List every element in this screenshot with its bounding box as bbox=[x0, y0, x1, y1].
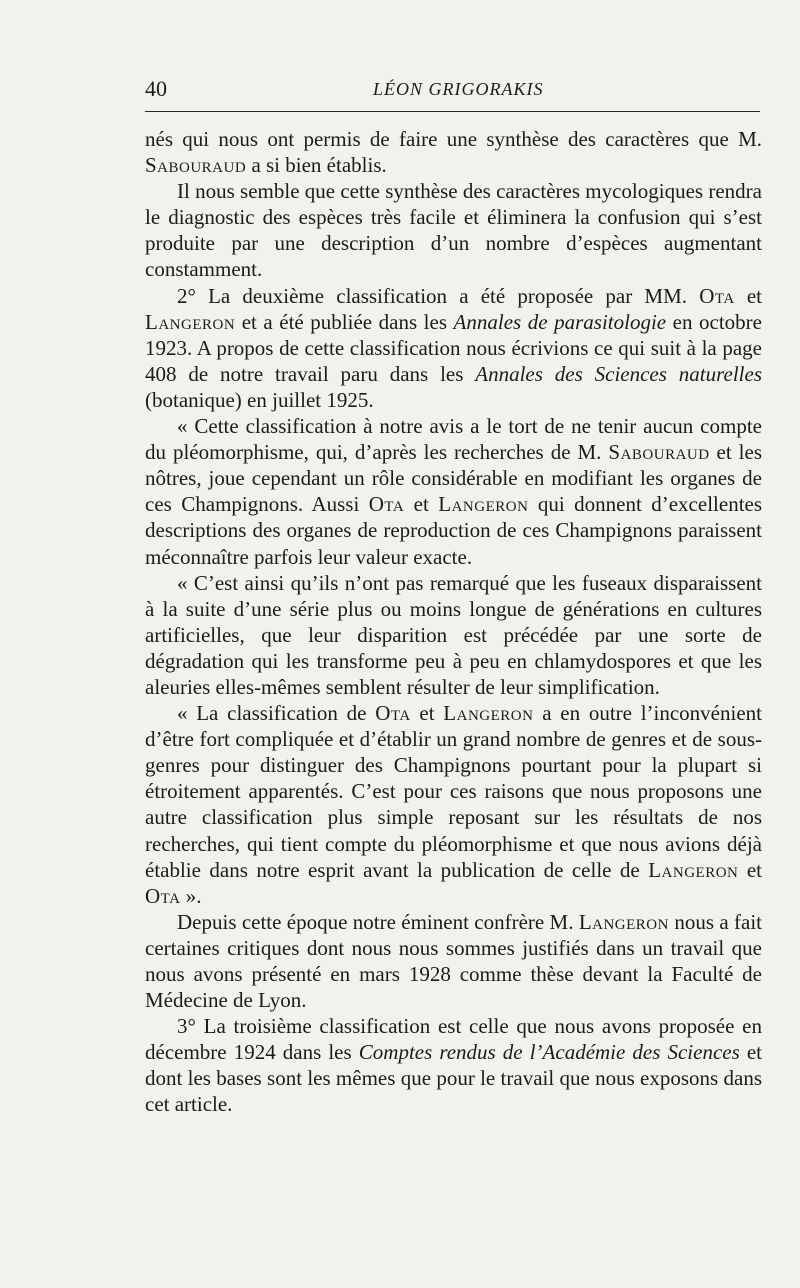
body-text bbox=[145, 126, 762, 1118]
paragraph-1: nés qui nous ont permis de faire une synthèse des caractères que M. Sabouraud a si bien établis. bbox=[145, 127, 762, 178]
author-name: Ota bbox=[368, 492, 405, 517]
author-name: Sabouraud bbox=[145, 153, 247, 178]
paragraph-6: « La classification de Ota et Langeron a en outre l’inconvénient d’être fort compliquée et d’établir un grand nombre de genres et de sous-genres pour distinguer des Champignons pourtant pour la plupart si étroitement apparentés. C’est pour ces raisons que nous proposons une autre classification plus simple reposant sur les résultats de nos recherches, qui tient compte du pléomorphisme et que nous avions déjà établie dans notre esprit avant la publication de celle de Langeron et Ota ». bbox=[145, 701, 763, 908]
journal-title: Annales de parasitologie bbox=[453, 309, 667, 334]
author-name: Langeron bbox=[578, 909, 669, 934]
paragraph-5: « C’est ainsi qu’ils n’ont pas remarqué que les fuseaux disparaissent à la suite d’une série plus ou moins longue de générations en cultures artificielles, que leur disparition est précédée par une sorte de dégradation qui les transforme peu à peu en chlamydospores et que les aleuries elles-mêmes semblent résulter de leur simplification. bbox=[145, 570, 762, 699]
paragraph-2: Il nous semble que cette synthèse des caractères mycologiques rendra le diagnostic des espèces très facile et éliminera la confusion qui s’est produite par une description d’un nombre d’espèces augmentant constamment. bbox=[145, 179, 762, 282]
journal-title: Comptes rendus de l’Académie des Sciences bbox=[358, 1040, 740, 1065]
page-number: 40 bbox=[145, 76, 167, 101]
running-title: LÉON GRIGORAKIS bbox=[373, 79, 544, 99]
author-name: Langeron bbox=[648, 857, 739, 882]
paragraph-8: 3° La troisième classification est celle que nous avons proposée en décembre 1924 dans les Comptes rendus de l’Académie des Sciences et dont les bases sont les mêmes que pour le travail que nous exposons dans cet article. bbox=[145, 1014, 763, 1117]
author-name: Langeron bbox=[145, 309, 236, 334]
author-name: Ota bbox=[375, 701, 411, 726]
author-name: Langeron bbox=[438, 492, 529, 517]
journal-title: Annales des Sciences naturelles bbox=[475, 361, 762, 386]
page-header bbox=[145, 74, 760, 104]
author-name: Langeron bbox=[443, 701, 534, 726]
paragraph-7: Depuis cette époque notre éminent confrère M. Langeron nous a fait certaines critiques dont nous nous sommes justifiés dans un travail que nous avons présenté en mars 1928 comme thèse devant la Faculté de Médecine de Lyon. bbox=[145, 909, 762, 1013]
header-rule bbox=[145, 111, 760, 112]
author-name: Ota bbox=[145, 883, 181, 908]
author-name: Ota bbox=[699, 283, 735, 308]
paragraph-3: 2° La deuxième classification a été proposée par MM. Ota et Langeron et a été publiée dans les Annales de parasitologie en octobre 1923. A propos de cette classification nous écrivions ce qui suit à la page 408 de notre travail paru dans les Annales des Sciences naturelles (botanique) en juillet 1925. bbox=[145, 283, 763, 412]
paragraph-4: « Cette classification à notre avis a le tort de ne tenir aucun compte du pléomorphisme, qui, d’après les recherches de M. Sabouraud et les nôtres, joue cependant un rôle considérable en modifiant les organes de ces Champignons. Aussi Ota et Langeron qui donnent d’excellentes descriptions des organes de reproduction de ces Champignons paraissent méconnaître parfois leur valeur exacte. bbox=[145, 414, 763, 569]
author-name: Sabouraud bbox=[608, 440, 710, 465]
